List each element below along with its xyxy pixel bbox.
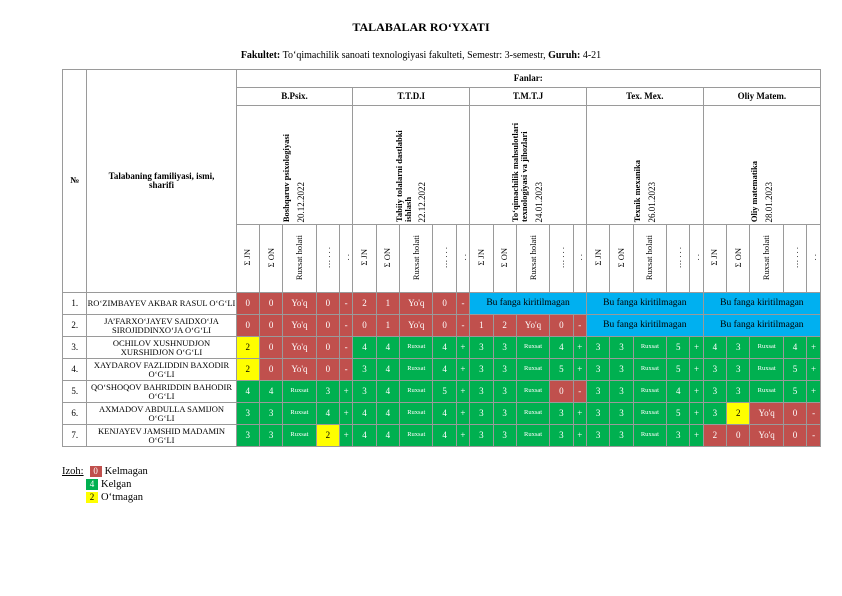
col-jn-cell: 3 — [470, 381, 493, 403]
col-jn-cell: 4 — [353, 337, 376, 359]
header-fanlar: Fanlar: — [236, 70, 820, 88]
col-natija-cell: - — [573, 315, 586, 337]
column-label: Ruxsat holati — [761, 234, 772, 280]
student-name: QO‘SHOQOV BAHRIDDIN BAHODIR O‘G‘LI — [87, 381, 236, 403]
column-label: Σ JN — [359, 249, 370, 266]
col-ruxsat-holati-cell: Ruxsat — [283, 381, 316, 403]
col-ruxsat-holati-header — [633, 225, 666, 293]
col-jn-cell: 0 — [353, 315, 376, 337]
col-baho-cell: 4 — [433, 403, 456, 425]
col-natija-cell: + — [573, 425, 586, 447]
col-baho-cell: 0 — [316, 359, 339, 381]
col-baho-header — [550, 225, 573, 293]
col-natija-cell: - — [807, 403, 821, 425]
subject-short-3: T.M.T.J — [470, 88, 587, 106]
col-baho-cell: 5 — [667, 337, 690, 359]
col-baho-cell: 5 — [783, 359, 806, 381]
col-on-cell: 3 — [610, 403, 633, 425]
subject-detail-5 — [703, 106, 820, 225]
subject-detail-3 — [470, 106, 587, 225]
col-on-cell: 3 — [259, 403, 282, 425]
col-on-cell: 3 — [259, 425, 282, 447]
col-ruxsat-holati-cell: Ruxsat — [400, 337, 433, 359]
col-on-cell: 3 — [610, 359, 633, 381]
col-baho-cell: 3 — [550, 403, 573, 425]
col-on-cell: 3 — [493, 403, 516, 425]
col-natija-cell: - — [456, 293, 469, 315]
col-ruxsat-holati-header — [283, 225, 316, 293]
col-baho-cell: 4 — [550, 337, 573, 359]
col-baho-header — [433, 225, 456, 293]
col-natija-cell: + — [690, 337, 703, 359]
column-label: . . — [574, 254, 585, 261]
col-on-cell: 4 — [376, 425, 399, 447]
col-natija-cell: - — [340, 315, 353, 337]
col-jn-cell: 3 — [586, 425, 609, 447]
table-row — [63, 293, 821, 315]
col-natija-cell: - — [340, 293, 353, 315]
subject-short-5: Oliy Matem. — [703, 88, 820, 106]
legend-izoh-label: Izoh: — [62, 466, 84, 477]
row-number: 5. — [63, 381, 87, 403]
table-row — [63, 315, 821, 337]
col-on-cell: 0 — [727, 425, 750, 447]
col-natija-header — [690, 225, 703, 293]
col-baho-cell: 0 — [783, 425, 806, 447]
col-jn-cell: 3 — [586, 381, 609, 403]
col-on-header — [376, 225, 399, 293]
col-on-cell: 4 — [259, 381, 282, 403]
subject-date: 20.12.2022 — [296, 181, 307, 222]
student-name: JA’FARXO‘JAYEV SAIDXO‘JA SIROJIDDINXO‘JA O‘G‘LI — [87, 315, 236, 337]
row-number: 2. — [63, 315, 87, 337]
col-ruxsat-holati-cell: Ruxsat — [400, 381, 433, 403]
col-ruxsat-holati-cell: Ruxsat — [750, 359, 783, 381]
column-label: … . . . — [789, 246, 800, 268]
col-baho-cell: 5 — [783, 381, 806, 403]
col-jn-cell: 3 — [470, 359, 493, 381]
col-natija-cell: + — [690, 381, 703, 403]
student-name: OCHILOV XUSHNUDJON XURSHIDJON O‘G‘LI — [87, 337, 236, 359]
col-on-cell: 2 — [727, 403, 750, 425]
col-baho-cell: 2 — [316, 425, 339, 447]
subject-short-2: T.T.D.I — [353, 88, 470, 106]
col-jn-cell: 4 — [236, 381, 259, 403]
col-natija-cell: + — [573, 403, 586, 425]
col-on-cell: 3 — [610, 337, 633, 359]
subject-detail-2 — [353, 106, 470, 225]
col-ruxsat-holati-cell: Ruxsat — [400, 359, 433, 381]
subject-detail-4 — [586, 106, 703, 225]
not-enrolled-cell: Bu fanga kiritilmagan — [703, 293, 820, 315]
column-label: Σ ON — [732, 247, 743, 267]
col-on-cell: 3 — [610, 425, 633, 447]
column-label: Σ JN — [592, 249, 603, 266]
col-jn-cell: 3 — [470, 403, 493, 425]
col-natija-header — [456, 225, 469, 293]
col-baho-cell: 0 — [316, 337, 339, 359]
col-on-cell: 0 — [259, 337, 282, 359]
col-on-cell: 3 — [610, 381, 633, 403]
student-name: AXMADOV ABDULLA SAMIJON O‘G‘LI — [87, 403, 236, 425]
col-ruxsat-holati-cell: Ruxsat — [633, 381, 666, 403]
guruh-label: Guruh: — [548, 50, 581, 61]
col-ruxsat-holati-cell: Ruxsat — [516, 425, 549, 447]
col-ruxsat-holati-cell: Ruxsat — [400, 403, 433, 425]
subject-short-4: Tex. Mex. — [586, 88, 703, 106]
col-natija-cell: + — [340, 403, 353, 425]
col-baho-cell: 4 — [667, 381, 690, 403]
column-label: Ruxsat holati — [410, 234, 421, 280]
fakultet-value: To‘qimachilik sanoati texnologiyasi fakulteti, Semestr: 3-semestr, — [280, 50, 549, 61]
col-natija-cell: + — [573, 337, 586, 359]
not-enrolled-cell: Bu fanga kiritilmagan — [586, 315, 703, 337]
col-ruxsat-holati-cell: Ruxsat — [750, 381, 783, 403]
column-label: … . . . — [322, 246, 333, 268]
col-jn-cell: 3 — [353, 359, 376, 381]
col-ruxsat-holati-cell: Yo'q — [283, 315, 316, 337]
col-natija-cell: + — [807, 381, 821, 403]
col-jn-cell: 3 — [236, 425, 259, 447]
col-baho-cell: 0 — [550, 381, 573, 403]
subject-date: 22.12.2022 — [417, 181, 428, 222]
col-on-cell: 3 — [727, 337, 750, 359]
col-jn-header — [470, 225, 493, 293]
row-number: 4. — [63, 359, 87, 381]
col-natija-header — [807, 225, 821, 293]
subject-date: 26.01.2023 — [646, 181, 657, 222]
col-jn-cell: 3 — [703, 403, 726, 425]
col-ruxsat-holati-cell: Yo'q — [750, 425, 783, 447]
legend-label-kelmagan: Kelmagan — [104, 466, 148, 477]
col-natija-cell: - — [807, 425, 821, 447]
col-ruxsat-holati-cell: Ruxsat — [633, 425, 666, 447]
col-on-cell: 4 — [376, 337, 399, 359]
col-baho-cell: 3 — [316, 381, 339, 403]
col-natija-cell: + — [573, 359, 586, 381]
column-label: Σ ON — [265, 247, 276, 267]
row-number: 6. — [63, 403, 87, 425]
column-label: Ruxsat holati — [293, 234, 304, 280]
column-label: … . . . — [555, 246, 566, 268]
col-baho-cell: 0 — [316, 293, 339, 315]
col-baho-cell: 4 — [783, 337, 806, 359]
col-natija-cell: - — [456, 315, 469, 337]
table-row — [63, 403, 821, 425]
legend-swatch-kelmagan: 0 — [90, 466, 102, 477]
column-label: Σ ON — [616, 247, 627, 267]
col-baho-cell: 4 — [316, 403, 339, 425]
col-baho-header — [316, 225, 339, 293]
column-label: … . . . — [672, 246, 683, 268]
col-baho-cell: 3 — [550, 425, 573, 447]
col-jn-cell: 4 — [353, 425, 376, 447]
col-natija-cell: - — [340, 359, 353, 381]
col-on-cell: 3 — [493, 337, 516, 359]
student-name: KENJAYEV JAMSHID MADAMIN O‘G‘LI — [87, 425, 236, 447]
column-label: Σ ON — [499, 247, 510, 267]
col-jn-cell: 3 — [353, 381, 376, 403]
col-jn-cell: 1 — [470, 315, 493, 337]
col-jn-header — [236, 225, 259, 293]
col-jn-cell: 3 — [470, 337, 493, 359]
col-on-cell: 0 — [259, 293, 282, 315]
col-ruxsat-holati-cell: Ruxsat — [516, 403, 549, 425]
col-on-header — [259, 225, 282, 293]
column-label: . . — [808, 254, 819, 261]
not-enrolled-cell: Bu fanga kiritilmagan — [586, 293, 703, 315]
col-ruxsat-holati-cell: Yo'q — [516, 315, 549, 337]
col-ruxsat-holati-cell: Yo'q — [400, 293, 433, 315]
col-baho-cell: 4 — [433, 425, 456, 447]
col-ruxsat-holati-cell: Ruxsat — [400, 425, 433, 447]
col-baho-cell: 5 — [667, 403, 690, 425]
col-jn-header — [703, 225, 726, 293]
col-jn-cell: 2 — [236, 337, 259, 359]
col-natija-cell: + — [456, 403, 469, 425]
col-jn-cell: 2 — [236, 359, 259, 381]
col-on-cell: 4 — [376, 381, 399, 403]
column-label: Σ ON — [382, 247, 393, 267]
table-row — [63, 381, 821, 403]
col-on-cell: 0 — [259, 315, 282, 337]
col-on-cell: 1 — [376, 315, 399, 337]
legend-row-otmagan — [62, 491, 148, 504]
col-ruxsat-holati-cell: Ruxsat — [633, 359, 666, 381]
col-natija-cell: + — [340, 425, 353, 447]
col-jn-cell: 3 — [586, 337, 609, 359]
subject-full-name: Tabiiy tolalarni dastlabki ishlash — [393, 130, 413, 222]
col-jn-header — [353, 225, 376, 293]
table-row — [63, 337, 821, 359]
fakultet-label: Fakultet: — [240, 50, 281, 61]
column-label: Ruxsat holati — [527, 234, 538, 280]
guruh-value: 4-21 — [580, 50, 602, 61]
col-jn-cell: 4 — [353, 403, 376, 425]
legend-label-otmagan: O‘tmagan — [101, 492, 143, 503]
header-number: № — [63, 70, 87, 293]
col-on-cell: 3 — [727, 381, 750, 403]
col-baho-cell: 0 — [433, 293, 456, 315]
col-natija-cell: + — [690, 425, 703, 447]
col-natija-cell: + — [690, 359, 703, 381]
column-label: Σ JN — [475, 249, 486, 266]
col-natija-header — [573, 225, 586, 293]
col-baho-cell: 0 — [433, 315, 456, 337]
col-baho-cell: 3 — [667, 425, 690, 447]
col-jn-cell: 3 — [236, 403, 259, 425]
col-ruxsat-holati-cell: Yo'q — [283, 337, 316, 359]
col-on-cell: 4 — [376, 359, 399, 381]
col-ruxsat-holati-cell: Yo'q — [400, 315, 433, 337]
col-jn-cell: 2 — [703, 425, 726, 447]
column-label: . . — [457, 254, 468, 261]
col-on-cell: 4 — [376, 403, 399, 425]
student-name: XAYDAROV FAZLIDDIN BAXODIR O‘G‘LI — [87, 359, 236, 381]
col-on-cell: 3 — [727, 359, 750, 381]
subject-date: 28.01.2023 — [763, 181, 774, 222]
subject-full-name: Texnik mexanika — [631, 159, 642, 222]
col-natija-cell: + — [340, 381, 353, 403]
table-row — [63, 425, 821, 447]
row-number: 3. — [63, 337, 87, 359]
col-ruxsat-holati-cell: Yo'q — [283, 293, 316, 315]
col-ruxsat-holati-header — [400, 225, 433, 293]
col-natija-cell: + — [807, 337, 821, 359]
subject-short-1: B.Psix. — [236, 88, 353, 106]
column-label: Σ JN — [242, 249, 253, 266]
col-jn-cell: 4 — [703, 337, 726, 359]
page-title: TALABALAR RO‘YXATI — [352, 20, 490, 34]
col-ruxsat-holati-cell: Ruxsat — [516, 359, 549, 381]
column-label: . . — [691, 254, 702, 261]
col-on-cell: 3 — [493, 359, 516, 381]
subject-date: 24.01.2023 — [534, 181, 545, 222]
col-baho-header — [667, 225, 690, 293]
col-ruxsat-holati-cell: Ruxsat — [516, 381, 549, 403]
col-jn-cell: 3 — [703, 381, 726, 403]
col-jn-header — [586, 225, 609, 293]
col-baho-cell: 0 — [783, 403, 806, 425]
col-ruxsat-holati-cell: Yo'q — [283, 359, 316, 381]
col-natija-cell: + — [456, 425, 469, 447]
page-subtitle — [0, 50, 842, 61]
subject-full-name: To‘qimachilik mahsulotlari texnologiyasi va jihozlari — [510, 122, 530, 222]
col-natija-cell: - — [573, 381, 586, 403]
col-baho-cell: 5 — [667, 359, 690, 381]
column-label: Σ JN — [709, 249, 720, 266]
col-natija-cell: + — [807, 359, 821, 381]
col-baho-cell: 4 — [433, 337, 456, 359]
col-natija-cell: + — [456, 359, 469, 381]
col-natija-cell: + — [456, 381, 469, 403]
students-table — [62, 69, 821, 447]
col-on-header — [727, 225, 750, 293]
col-jn-cell: 2 — [353, 293, 376, 315]
col-on-cell: 3 — [493, 425, 516, 447]
col-jn-cell: 3 — [703, 359, 726, 381]
col-jn-cell: 3 — [586, 403, 609, 425]
col-ruxsat-holati-cell: Yo'q — [750, 403, 783, 425]
header-student-name: Talabaning familiyasi, ismi, sharifi — [87, 70, 236, 293]
column-label: . . — [340, 254, 351, 261]
col-baho-cell: 4 — [433, 359, 456, 381]
col-natija-cell: - — [340, 337, 353, 359]
col-natija-cell: + — [456, 337, 469, 359]
not-enrolled-cell: Bu fanga kiritilmagan — [703, 315, 820, 337]
col-natija-cell: + — [690, 403, 703, 425]
col-ruxsat-holati-cell: Ruxsat — [283, 425, 316, 447]
legend — [62, 465, 148, 504]
legend-swatch-kelgan: 4 — [86, 479, 98, 490]
col-jn-cell: 0 — [236, 315, 259, 337]
col-on-cell: 3 — [493, 381, 516, 403]
col-baho-header — [783, 225, 806, 293]
subject-detail-1 — [236, 106, 353, 225]
col-jn-cell: 3 — [470, 425, 493, 447]
col-on-cell: 1 — [376, 293, 399, 315]
col-ruxsat-holati-cell: Ruxsat — [283, 403, 316, 425]
col-ruxsat-holati-header — [750, 225, 783, 293]
legend-row-kelgan — [62, 478, 148, 491]
column-label: Ruxsat holati — [644, 234, 655, 280]
col-ruxsat-holati-cell: Ruxsat — [516, 337, 549, 359]
col-natija-header — [340, 225, 353, 293]
col-jn-cell: 3 — [586, 359, 609, 381]
legend-row-kelmagan — [62, 465, 148, 478]
col-baho-cell: 5 — [433, 381, 456, 403]
legend-label-kelgan: Kelgan — [101, 479, 132, 490]
student-name: RO‘ZIMBAYEV AKBAR RASUL O‘G‘LI — [87, 293, 236, 315]
col-ruxsat-holati-cell: Ruxsat — [750, 337, 783, 359]
col-on-header — [610, 225, 633, 293]
subject-full-name: Oliy matematika — [748, 160, 759, 222]
col-jn-cell: 0 — [236, 293, 259, 315]
col-ruxsat-holati-header — [516, 225, 549, 293]
col-on-cell: 0 — [259, 359, 282, 381]
subject-full-name: Boshqaruv psixologiyasi — [281, 133, 292, 222]
table-row — [63, 359, 821, 381]
row-number: 1. — [63, 293, 87, 315]
col-baho-cell: 5 — [550, 359, 573, 381]
legend-swatch-otmagan: 2 — [86, 492, 98, 503]
col-baho-cell: 0 — [316, 315, 339, 337]
col-on-header — [493, 225, 516, 293]
row-number: 7. — [63, 425, 87, 447]
col-ruxsat-holati-cell: Ruxsat — [633, 403, 666, 425]
col-on-cell: 2 — [493, 315, 516, 337]
not-enrolled-cell: Bu fanga kiritilmagan — [470, 293, 587, 315]
column-label: … . . . — [439, 246, 450, 268]
col-baho-cell: 0 — [550, 315, 573, 337]
col-ruxsat-holati-cell: Ruxsat — [633, 337, 666, 359]
